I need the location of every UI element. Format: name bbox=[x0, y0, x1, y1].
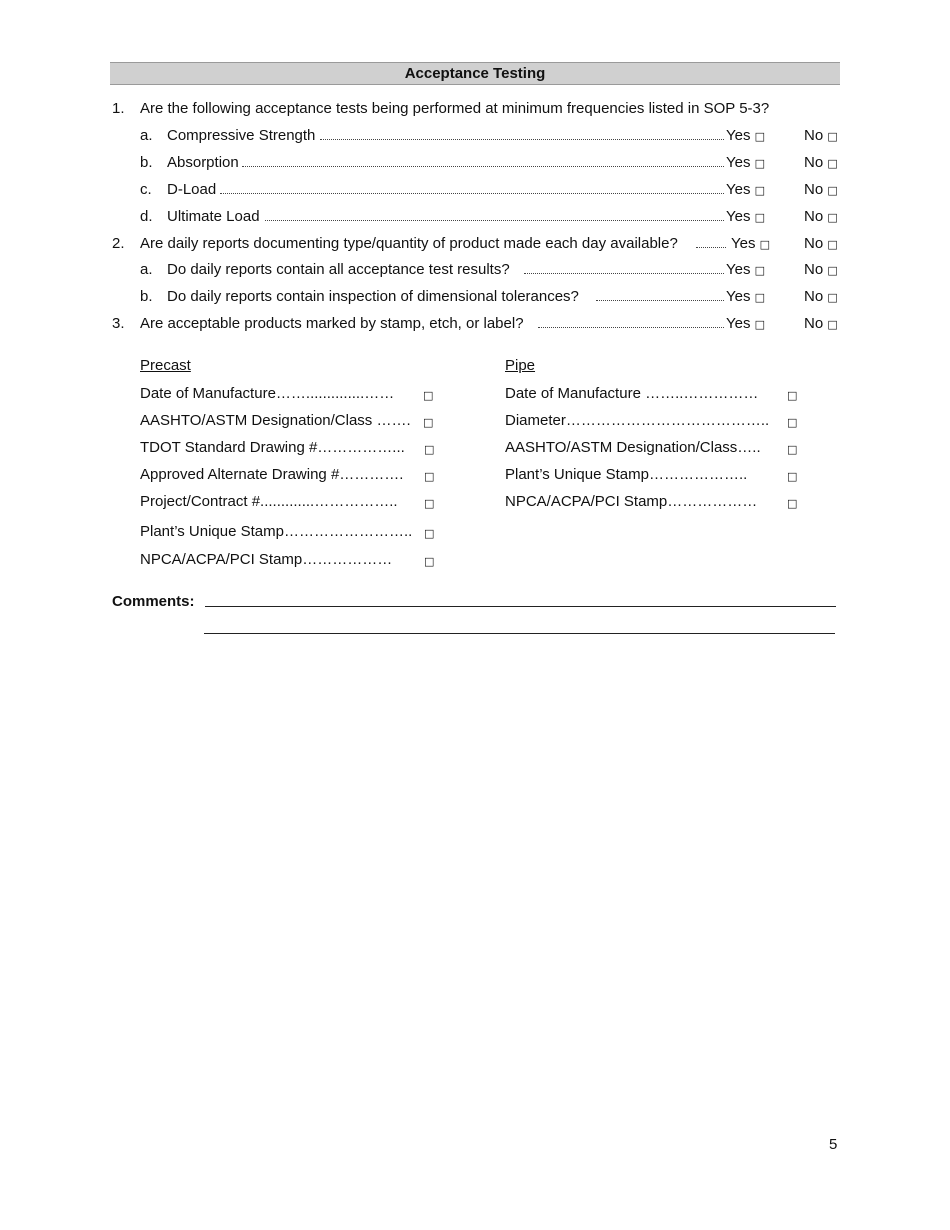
yes-label: Yes bbox=[726, 261, 751, 278]
precast-item: Date of Manufacture……..............…… bbox=[140, 385, 395, 402]
dot-leader bbox=[538, 327, 724, 328]
question-letter: b. bbox=[140, 154, 153, 171]
dot-leader bbox=[524, 273, 724, 274]
dot-leader bbox=[696, 247, 726, 248]
question-text: Ultimate Load bbox=[167, 208, 260, 225]
dot-leader bbox=[220, 193, 724, 194]
no-label: No bbox=[804, 208, 824, 225]
no-label: No bbox=[804, 127, 824, 144]
question-letter: b. bbox=[140, 288, 153, 305]
no-label: No bbox=[804, 154, 824, 171]
question-text: Do daily reports contain all acceptance test results? bbox=[167, 261, 510, 278]
yes-label: Yes bbox=[726, 127, 751, 144]
question-row bbox=[0, 314, 950, 334]
yes-option[interactable] bbox=[726, 207, 765, 228]
yes-option[interactable] bbox=[731, 234, 770, 255]
pipe-item: AASHTO/ASTM Designation/Class….. bbox=[505, 439, 761, 456]
yes-option[interactable] bbox=[726, 180, 765, 201]
no-label: No bbox=[804, 235, 824, 252]
pipe-checkbox[interactable]: □ bbox=[787, 443, 798, 456]
precast-item: Project/Contract #.............…………….. bbox=[140, 493, 398, 510]
pipe-item: Date of Manufacture ……..…………… bbox=[505, 385, 759, 402]
no-option[interactable] bbox=[804, 260, 838, 281]
yes-checkbox[interactable]: □ bbox=[754, 291, 766, 304]
pipe-checkbox[interactable]: □ bbox=[787, 470, 798, 483]
no-checkbox[interactable]: □ bbox=[827, 157, 838, 170]
yes-option[interactable] bbox=[726, 314, 765, 335]
no-option[interactable] bbox=[804, 180, 838, 201]
pipe-checkbox[interactable]: □ bbox=[787, 389, 798, 402]
precast-checkbox[interactable]: □ bbox=[424, 470, 435, 483]
question-number: 1. bbox=[112, 100, 125, 117]
question-row bbox=[0, 180, 950, 200]
section-header bbox=[110, 62, 840, 85]
yes-option[interactable] bbox=[726, 287, 765, 308]
precast-checkbox[interactable]: □ bbox=[424, 555, 435, 568]
question-row bbox=[0, 260, 950, 280]
no-checkbox[interactable]: □ bbox=[827, 264, 838, 277]
no-checkbox[interactable]: □ bbox=[827, 211, 838, 224]
yes-option[interactable] bbox=[726, 260, 765, 281]
no-label: No bbox=[804, 288, 824, 305]
yes-label: Yes bbox=[731, 235, 756, 252]
yes-checkbox[interactable]: □ bbox=[759, 238, 771, 251]
pipe-item: Plant’s Unique Stamp……………….. bbox=[505, 466, 748, 483]
pipe-item: NPCA/ACPA/PCI Stamp……………… bbox=[505, 493, 758, 510]
pipe-checkbox[interactable]: □ bbox=[787, 497, 798, 510]
precast-item: TDOT Standard Drawing #……………... bbox=[140, 439, 405, 456]
yes-label: Yes bbox=[726, 288, 751, 305]
dot-leader bbox=[242, 166, 724, 167]
no-checkbox[interactable]: □ bbox=[827, 184, 838, 197]
no-label: No bbox=[804, 181, 824, 198]
yes-option[interactable] bbox=[726, 153, 765, 174]
precast-checkbox[interactable]: □ bbox=[424, 443, 435, 456]
question-row bbox=[0, 126, 950, 146]
section-title: Acceptance Testing bbox=[404, 65, 546, 82]
yes-checkbox[interactable]: □ bbox=[754, 130, 766, 143]
no-option[interactable] bbox=[804, 126, 838, 147]
yes-checkbox[interactable]: □ bbox=[754, 264, 766, 277]
precast-item: NPCA/ACPA/PCI Stamp……………… bbox=[140, 551, 393, 568]
yes-checkbox[interactable]: □ bbox=[754, 211, 766, 224]
question-text: D-Load bbox=[167, 181, 217, 198]
yes-label: Yes bbox=[726, 208, 751, 225]
comments-label: Comments: bbox=[112, 593, 195, 610]
yes-label: Yes bbox=[726, 154, 751, 171]
precast-checkbox[interactable]: □ bbox=[423, 389, 434, 402]
question-text: Are acceptable products marked by stamp, etch, or label? bbox=[140, 315, 524, 332]
question-row bbox=[0, 234, 950, 254]
yes-checkbox[interactable]: □ bbox=[754, 318, 766, 331]
pipe-checkbox[interactable]: □ bbox=[787, 416, 798, 429]
no-option[interactable] bbox=[804, 153, 838, 174]
dot-leader bbox=[596, 300, 724, 301]
no-option[interactable] bbox=[804, 287, 838, 308]
pipe-item: Diameter………………………………….. bbox=[505, 412, 770, 429]
precast-item: Approved Alternate Drawing #…………. bbox=[140, 466, 404, 483]
question-text: Absorption bbox=[167, 154, 239, 171]
pipe-heading: Pipe bbox=[505, 357, 536, 374]
question-letter: a. bbox=[140, 127, 153, 144]
yes-label: Yes bbox=[726, 181, 751, 198]
question-letter: c. bbox=[140, 181, 152, 198]
dot-leader bbox=[320, 139, 724, 140]
question-row bbox=[0, 207, 950, 227]
no-checkbox[interactable]: □ bbox=[827, 291, 838, 304]
comments-line-1[interactable] bbox=[205, 606, 836, 607]
no-checkbox[interactable]: □ bbox=[827, 130, 838, 143]
no-label: No bbox=[804, 261, 824, 278]
precast-checkbox[interactable]: □ bbox=[423, 416, 434, 429]
question-row bbox=[0, 287, 950, 307]
question-row bbox=[0, 99, 950, 119]
no-label: No bbox=[804, 315, 824, 332]
comments-line-2[interactable] bbox=[204, 633, 835, 634]
no-checkbox[interactable]: □ bbox=[827, 318, 838, 331]
no-checkbox[interactable]: □ bbox=[827, 238, 838, 251]
no-option[interactable] bbox=[804, 207, 838, 228]
page-number: 5 bbox=[829, 1136, 838, 1153]
question-row bbox=[0, 153, 950, 173]
precast-item: Plant’s Unique Stamp…………………….. bbox=[140, 523, 413, 540]
question-number: 2. bbox=[112, 235, 125, 252]
yes-label: Yes bbox=[726, 315, 751, 332]
question-text: Compressive Strength bbox=[167, 127, 316, 144]
question-text: Are daily reports documenting type/quantity of product made each day available? bbox=[140, 235, 678, 252]
yes-checkbox[interactable]: □ bbox=[754, 157, 766, 170]
yes-checkbox[interactable]: □ bbox=[754, 184, 766, 197]
dot-leader bbox=[265, 220, 724, 221]
question-text: Are the following acceptance tests being performed at minimum frequencies listed in SOP 5-3? bbox=[140, 100, 770, 117]
precast-checkbox[interactable]: □ bbox=[424, 527, 435, 540]
no-option[interactable] bbox=[804, 314, 838, 335]
question-number: 3. bbox=[112, 315, 125, 332]
question-letter: d. bbox=[140, 208, 153, 225]
yes-option[interactable] bbox=[726, 126, 765, 147]
question-letter: a. bbox=[140, 261, 153, 278]
precast-checkbox[interactable]: □ bbox=[424, 497, 435, 510]
no-option[interactable] bbox=[804, 234, 838, 255]
precast-item: AASHTO/ASTM Designation/Class ……. bbox=[140, 412, 411, 429]
question-text: Do daily reports contain inspection of dimensional tolerances? bbox=[167, 288, 579, 305]
precast-heading: Precast bbox=[140, 357, 191, 374]
